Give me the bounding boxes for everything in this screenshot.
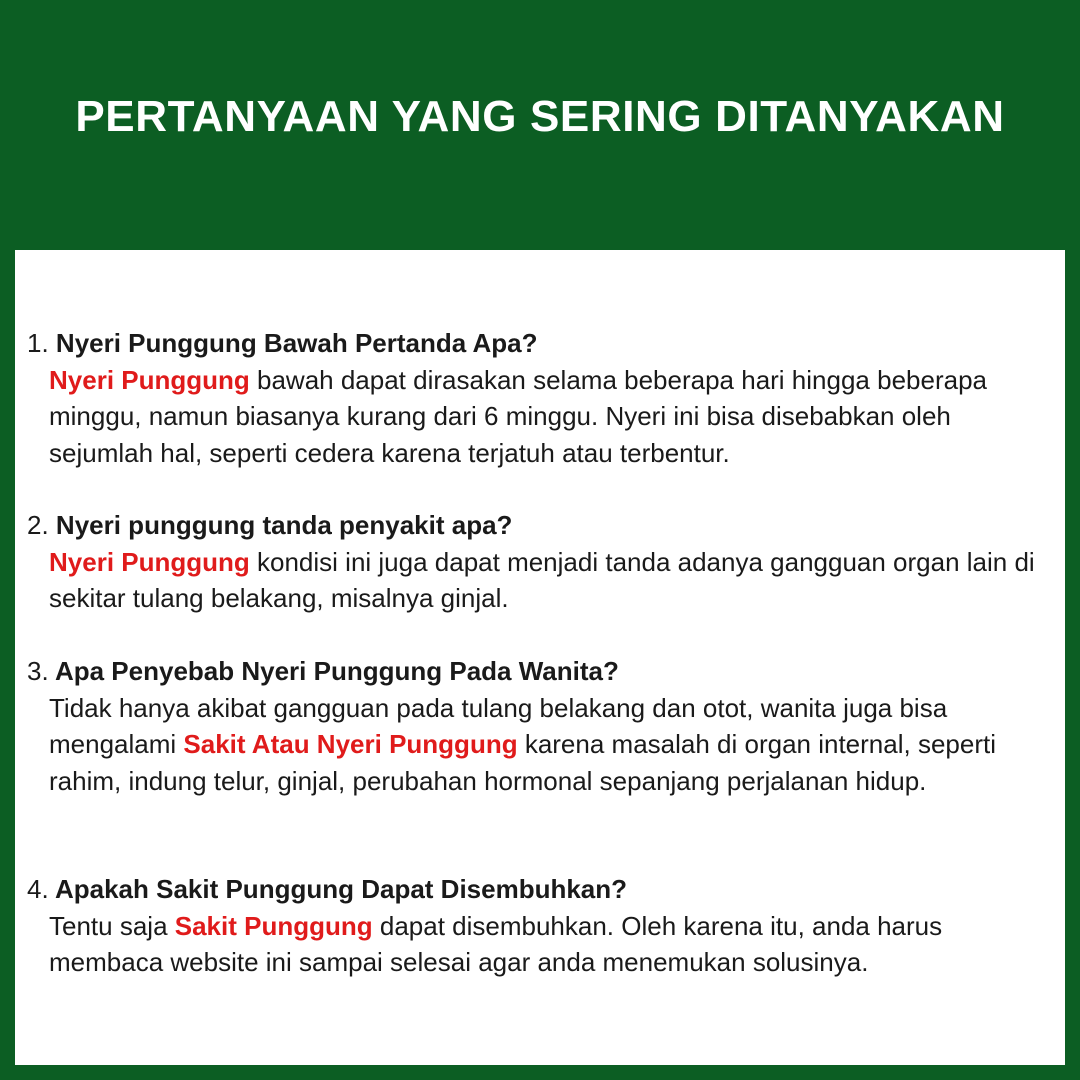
faq-answer-before-4: Tentu saja (49, 910, 175, 941)
page-title: PERTANYAAN YANG SERING DITANYAKAN (75, 92, 1005, 141)
faq-item-1 (27, 325, 1057, 471)
header-banner (0, 0, 1080, 250)
faq-answer-highlight-3: Sakit Atau Nyeri Punggung (183, 729, 518, 759)
faq-answer-after-3: karena masalah di organ internal, seperti rahim, indung telur, ginjal, perubahan hormonal sepanjang perjalanan hidup. (49, 729, 996, 796)
faq-question-2 (27, 507, 1057, 544)
faq-answer-2 (27, 544, 1057, 617)
faq-number-3: 3. (27, 656, 49, 686)
faq-question-text-2: Nyeri punggung tanda penyakit apa? (55, 510, 513, 540)
faq-question-1 (27, 325, 1057, 362)
faq-number-4: 4. (27, 874, 49, 904)
faq-answer-highlight-4: Sakit Punggung (174, 910, 373, 941)
faq-item-3 (27, 653, 1057, 799)
faq-answer-3 (27, 690, 1057, 800)
faq-answer-before-3: Tidak hanya akibat gangguan pada tulang belakang dan otot, wanita juga bisa mengalami (49, 692, 948, 759)
faq-answer-4 (27, 908, 1057, 981)
faq-answer-after-1: bawah dapat dirasakan selama beberapa hari hingga beberapa minggu, namun biasanya kurang dari 6 minggu. Nyeri ini bisa disebabkan oleh sejumlah hal, seperti cedera karena terjatuh atau terbentur. (49, 364, 987, 468)
faq-answer-after-4: dapat disembuhkan. Oleh karena itu, anda harus membaca website ini sampai selesai agar anda menemukan solusinya. (49, 910, 943, 977)
faq-question-4 (27, 871, 1057, 908)
faq-number-2: 2. (27, 510, 49, 540)
faq-question-text-3: Apa Penyebab Nyeri Punggung Pada Wanita? (54, 656, 619, 686)
faq-question-text-4: Apakah Sakit Punggung Dapat Disembuhkan? (54, 874, 628, 904)
faq-item-2 (27, 507, 1057, 617)
faq-answer-highlight-1: Nyeri Punggung (49, 364, 250, 395)
faq-answer-highlight-2: Nyeri Punggung (49, 546, 250, 577)
faq-number-1: 1. (27, 328, 49, 358)
faq-question-3 (27, 653, 1057, 690)
faq-item-4 (27, 871, 1057, 981)
faq-card (15, 250, 1065, 1065)
faq-question-text-1: Nyeri Punggung Bawah Pertanda Apa? (55, 328, 538, 358)
faq-list (15, 250, 1065, 1065)
faq-answer-1 (27, 362, 1057, 472)
faq-answer-after-2: kondisi ini juga dapat menjadi tanda adanya gangguan organ lain di sekitar tulang belakang, misalnya ginjal. (49, 546, 1035, 613)
